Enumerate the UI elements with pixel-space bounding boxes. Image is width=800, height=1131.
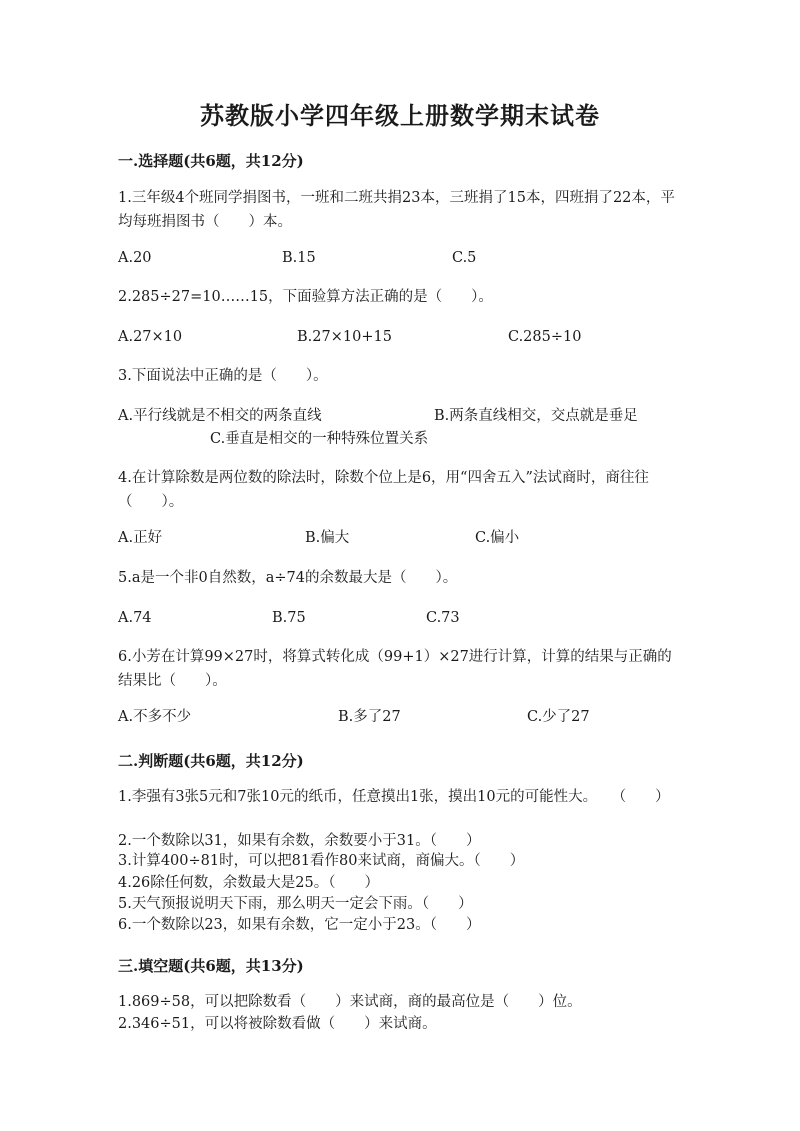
option-a: A.不多不少 [118, 709, 192, 725]
option-b: B.两条直线相交，交点就是垂足 [434, 408, 638, 424]
question-text: 4.在计算除数是两位数的除法时，除数个位上是6，用“四舍五入”法试商时，商往往（ ）。 [118, 470, 649, 510]
option-b: B.75 [272, 610, 306, 626]
question-text: 6.小芳在计算99×27时，将算式转化成（99+1）×27进行计算，计算的结果与正确的结果比（ ）。 [118, 649, 672, 689]
judgement-item: 2.一个数除以31，如果有余数，余数要小于31。（ ） [118, 833, 481, 849]
option-a: A.20 [118, 250, 152, 266]
option-c: C.偏小 [475, 530, 520, 546]
section-heading-fill: 三.填空题(共6题，共13分) [118, 957, 304, 975]
option-a: A.74 [118, 610, 152, 626]
option-c: C.73 [426, 610, 460, 626]
option-b: B.27×10+15 [297, 329, 392, 345]
fill-item: 1.869÷58，可以把除数看（ ）来试商，商的最高位是（ ）位。 [118, 994, 582, 1010]
question-text: 1.三年级4个班同学捐图书，一班和二班共捐23本，三班捐了15本，四班捐了22本，平均每班捐图书（ ）本。 [118, 190, 675, 230]
judgement-item: 5.天气预报说明天下雨，那么明天一定会下雨。（ ） [118, 896, 473, 912]
question-text: 2.285÷27=10……15，下面验算方法正确的是（ ）。 [118, 289, 493, 305]
section-heading-judgement: 二.判断题(共6题，共12分) [118, 752, 304, 770]
question-text: 5.a是一个非0自然数，a÷74的余数最大是（ ）。 [118, 570, 458, 586]
option-b: B.15 [282, 250, 316, 266]
option-c: C.少了27 [527, 709, 590, 725]
judgement-item: 6.一个数除以23，如果有余数，它一定小于23。（ ） [118, 917, 481, 933]
question-text: 3.下面说法中正确的是（ ）。 [118, 368, 328, 384]
option-a: A.正好 [118, 530, 163, 546]
option-c: C.285÷10 [508, 329, 582, 345]
page-title: 苏教版小学四年级上册数学期末试卷 [200, 101, 600, 130]
judgement-item: 4.26除任何数，余数最大是25。（ ） [118, 875, 379, 891]
judgement-item: 3.计算400÷81时，可以把81看作80来试商，商偏大。（ ） [118, 853, 525, 869]
option-a: A.27×10 [118, 329, 183, 345]
option-a: A.平行线就是不相交的两条直线 [118, 408, 322, 424]
fill-item: 2.346÷51，可以将被除数看做（ ）来试商。 [118, 1016, 437, 1032]
judgement-item: 1.李强有3张5元和7张10元的纸币，任意摸出1张，摸出10元的可能性大。 （ ） [118, 789, 670, 805]
option-b: B.多了27 [338, 709, 401, 725]
option-c: C.5 [452, 250, 477, 266]
option-b: B.偏大 [305, 530, 350, 546]
option-c: C.垂直是相交的一种特殊位置关系 [210, 431, 429, 447]
section-heading-choice: 一.选择题(共6题，共12分) [118, 152, 304, 170]
